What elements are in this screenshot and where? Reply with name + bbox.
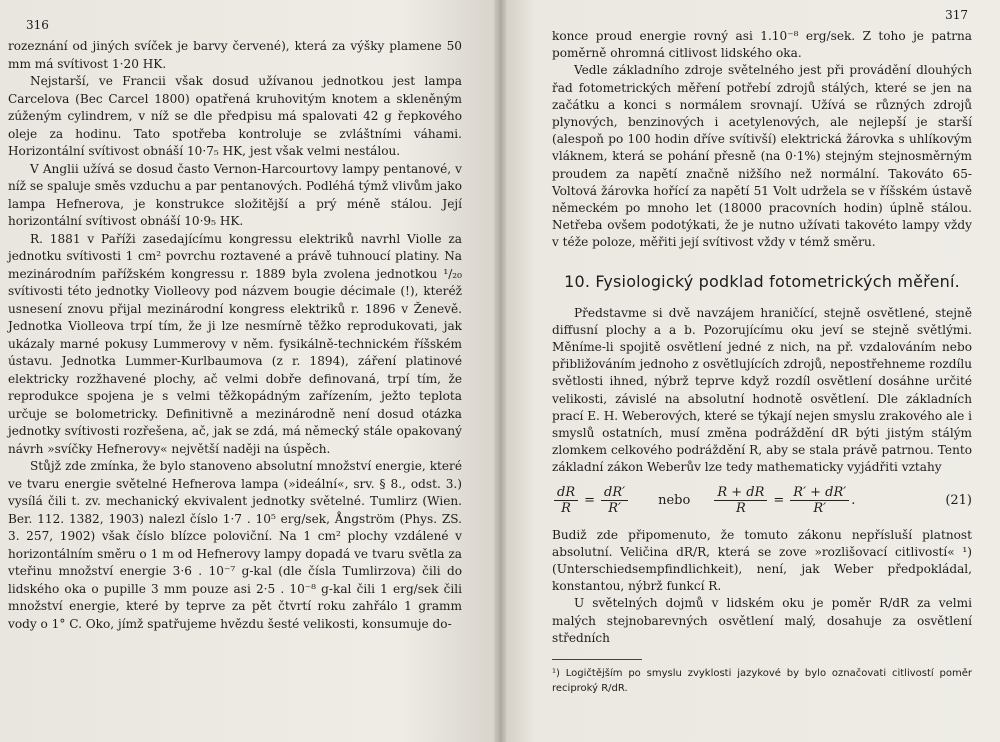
numerator: dR′ — [601, 485, 628, 501]
paragraph: U světelných dojmů v lidském oku je poměr R/dR za velmi malých stejnobarevných osvětlení malý, dosahuje za osvětlení středních — [552, 596, 972, 645]
page-number-right: 317 — [945, 8, 968, 22]
paragraph: Vedle základního zdroje světelného jest při provádění dlouhých řad fotometrických měření potřebí zdrojů stálých, které se jen na začátku a konci s normálem srovnají. Užívá se různých zdrojů plynových, benzinových i acetylenových, ale nejlepší je starší (alespoň po 100 hodin dříve svítivší) elektrická žárovka s uhlíkovým vláknem, která se pohání přesně (na 0·1%) stejným stejnosměrným proudem za napětí značně nižšího než normální. Takováto 65-Voltová žárovka hořící za napětí 51 Volt udržela se v říšském ústavě německém po mnoho let (18000 pracovních hodin) úplně stálou. Netřeba ovšem podotýkati, že je nutno užívati takovéto lampy vždy v téže poloze, měřiti její svítivost vždy v témž směru. — [552, 63, 972, 250]
weber-law-formula — [552, 481, 972, 521]
paragraph: rozeznání od jiných svíček je barvy červené), která za výšky plamene 50 mm má svítivost 1·20 HK. — [8, 39, 462, 71]
footnote-rule — [552, 659, 642, 660]
numerator: R + dR — [714, 485, 767, 501]
paragraph: konce proud energie rovný asi 1.10⁻⁸ erg/sek. Z toho je patrna poměrně ohromná citlivost lidského oka. — [552, 29, 972, 61]
numerator: R′ + dR′ — [790, 485, 849, 501]
paragraph: Stůjž zde zmínka, že bylo stanoveno absolutní množství energie, které ve tvaru energie světelné Hefnerova lampa (»ideální«, srv. § 8., odst. 3.) vysílá čili t. zv. mechanický ekvivalent jednotky světelné. Tumlirz (Wien. Ber. 112. 1382, 1903) nalezl číslo 1·7 . 10⁵ erg/sek, Ångström (Phys. ZS. 3. 257, 1902) však číslo blízce poloviční. Na 1 cm² plochy vzdálené v horizontálním směru o 1 m od Hefnerovy lampy dopadá ve tvaru světla za vteřinu množství energie 3·6 . 10⁻⁷ g-kal (dle čísla Tumlirzova) čili do lidského oka o pupille 3 mm pouze asi 2·5 . 10⁻⁸ g-kal čili 1 erg/sek čili množství energie, které by teprve za pět čtvrtí roku zahřálo 1 gramm vody o 1° C. Oko, jímž spatřujeme hvězdu šesté velikosti, konsumuje do- — [8, 459, 462, 631]
equals-sign: = — [584, 493, 596, 509]
fraction — [554, 485, 578, 516]
fraction — [714, 485, 767, 516]
formula-period: . — [851, 493, 856, 509]
section-heading: 10. Fysiologický podklad fotometrických měření. — [564, 271, 960, 291]
right-page — [500, 0, 1000, 742]
right-page-body — [552, 28, 972, 696]
denominator: R — [735, 501, 746, 517]
formula-connector: nebo — [658, 493, 691, 509]
paragraph: Budiž zde připomenuto, že tomuto zákonu nepřísluší platnost absolutní. Veličina dR/R, která se zove »rozlišovací citlivostí« ¹) (Unterschiedsempfindlichkeit), není, jak Weber předpokládal, konstantou, nýbrž funkcí R. — [552, 527, 972, 594]
fraction — [601, 485, 628, 516]
paragraph: Představme si dvě navzájem hraničící, stejně osvětlené, stejně diffusní plochy a a b. Pozorujícímu oku jeví se stejně světlými. Měníme-li spojitě osvětlení jedné z nich, na př. vzdalováním nebo přibližováním jednoho z osvětlujících zdrojů, nepostřehneme rozdílu světlosti ihned, nýbrž teprve když rozdíl osvětlení dosáhne určité velikosti, závislé na absolutní hodnotě osvětlení. Dle základních prací E. H. Weberových, které se týkají nejen smyslu zrakového ale i smyslů ostatních, musí změna podráždění dR býti jistým stálým zlomkem celkového podráždění R, aby se stala právě patrnou. Tento základní zákon Weberův lze tedy mathematicky vyjádřiti vztahy — [552, 305, 972, 475]
equation-number: (21) — [945, 493, 972, 509]
paragraph: R. 1881 v Paříži zasedajícímu kongressu elektriků navrhl Violle za jednotku svítivosti 1 cm² povrchu roztavené a právě tuhnoucí platiny. Na mezinárodním pařížském kongressu r. 1889 byla zvolena jednotkou ¹/₂₀ svítivosti této jednotky Violleovy pod názvem bougie décimale (!), kteréž usnesení znovu přijal mezinárodní kongress elektriků r. 1896 v Ženevě. Jednotka Violleova trpí tím, že ji lze nesmírně těžko reprodukovati, jak ukázaly marné pokusy Lummerovy v něm. fysikálně-technickém říšském ústavu. Jednotka Lummer-Kurlbaumova (z r. 1894), záření platinové elektricky rozžhavené plochy, ač velmi dobře definovaná, trpí tím, že reprodukce spojena je s velmi těžkopádným zařízením, ježto teplota určuje se bolometricky. Definitivně a mezinárodně není dosud otázka jednotky svítivosti rozřešena, ač, jak se zdá, má německý stále opakovaný návrh »svíčky Hefnerovy« největší naději na úspěch. — [8, 231, 462, 456]
footnote: ¹) Logičtějším po smyslu zvyklosti jazykové by bylo označovati citlivostí poměr reciproký R/dR. — [552, 668, 972, 695]
paragraph: Nejstarší, ve Francii však dosud užívanou jednotkou jest lampa Carcelova (Bec Carcel 1800) opatřená kruhovitým knotem a skleněným zúženým cylindrem, v níž se dle předpisu má spalovati 42 g řepkového oleje za hodinu. Tato spotřeba kontroluje se zvláštními váhami. Horizontální svítivost obnáší 10·7₅ HK, jest však velmi nestálou. — [8, 74, 462, 158]
denominator: R′ — [608, 501, 621, 517]
page-number-left: 316 — [26, 18, 49, 32]
denominator: R′ — [813, 501, 827, 517]
left-page-body — [8, 38, 462, 633]
equals-sign: = — [773, 493, 785, 509]
paragraph: V Anglii užívá se dosud často Vernon-Harcourtovy lampy pentanové, v níž se spaluje směs vzduchu a par pentanových. Podléhá týmž vlivům jako lampa Hefnerova, je konstrukce složitější a prý méně stálou. Její horizontální svítivost obnáší 10·9₅ HK. — [8, 161, 462, 228]
fraction — [790, 485, 849, 516]
denominator: R — [561, 501, 571, 517]
numerator: dR — [554, 485, 578, 501]
